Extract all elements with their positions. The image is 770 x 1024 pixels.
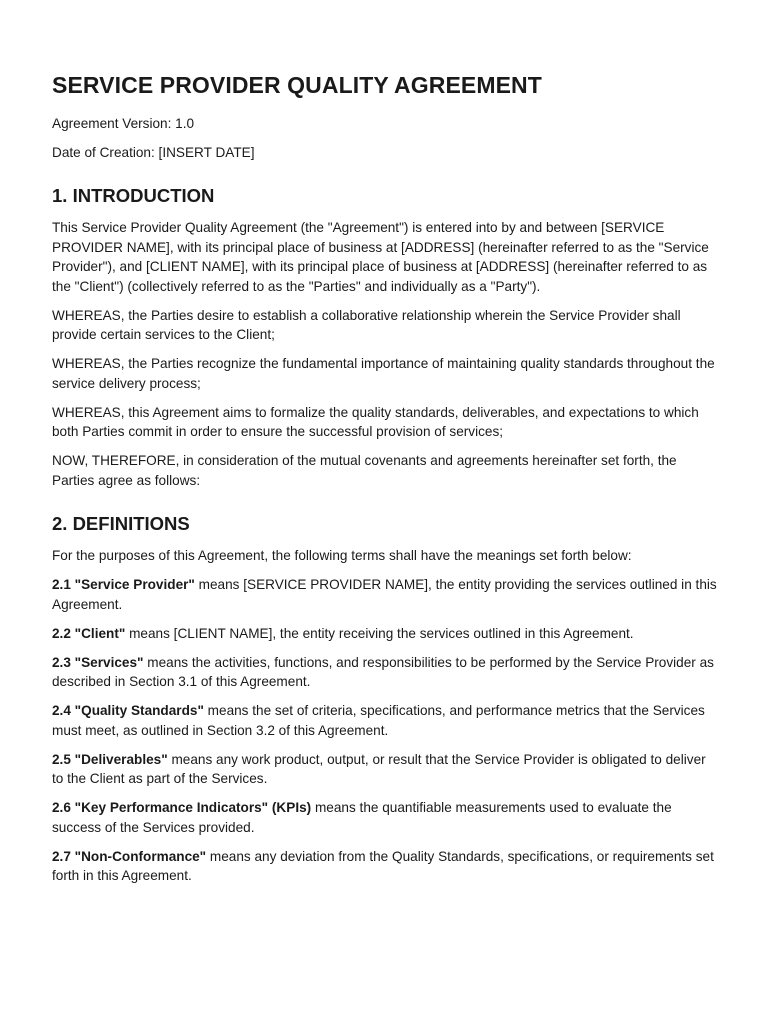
definition-term: 2.1 "Service Provider" xyxy=(52,577,195,592)
whereas-paragraph: WHEREAS, this Agreement aims to formalize the quality standards, deliverables, and expectations to which both Parties commit in order to ensure the successful provision of services; xyxy=(52,404,699,439)
definition-text: means the set of criteria, specifications, and performance metrics that the Services must meet, as outlined in Section 3.2 of this Agreement. xyxy=(52,703,705,738)
whereas-paragraph: WHEREAS, the Parties desire to establish a collaborative relationship wherein the Service Provider shall provide certain services to the Client; xyxy=(52,307,681,342)
definition-text: means the quantifiable measurements used to evaluate the success of the Services provided. xyxy=(52,800,672,835)
agreement-version: Agreement Version: 1.0 xyxy=(52,116,195,131)
document-title: SERVICE PROVIDER QUALITY AGREEMENT xyxy=(52,72,542,98)
definition-quality-standards xyxy=(52,701,720,740)
definition-term: 2.4 "Quality Standards" xyxy=(52,703,204,718)
definition-text: means any deviation from the Quality Standards, specifications, or requirements set forth in this Agreement. xyxy=(52,848,714,883)
section-heading-introduction: 1. INTRODUCTION xyxy=(52,185,215,206)
definition-term: 2.6 "Key Performance Indicators" (KPIs) xyxy=(52,800,312,815)
definition-services xyxy=(52,653,720,692)
definition-deliverables xyxy=(52,750,720,789)
definition-non-conformance xyxy=(52,847,720,886)
section-heading-definitions: 2. DEFINITIONS xyxy=(52,513,190,534)
definition-text: means any work product, output, or result that the Service Provider is obligated to deliver to the Client as part of the Services. xyxy=(52,751,706,786)
whereas-paragraph: WHEREAS, the Parties recognize the fundamental importance of maintaining quality standards throughout the service delivery process; xyxy=(52,356,715,391)
definition-text: means [CLIENT NAME], the entity receiving the services outlined in this Agreement. xyxy=(125,625,634,641)
now-therefore-paragraph: NOW, THEREFORE, in consideration of the mutual covenants and agreements hereinafter set forth, the Parties agree as follows: xyxy=(52,453,677,488)
definition-text: means [SERVICE PROVIDER NAME], the entity providing the services outlined in this Agreement. xyxy=(52,577,717,612)
definition-text: means the activities, functions, and responsibilities to be performed by the Service Provider as described in Section 3.1 of this Agreement. xyxy=(52,654,714,689)
definitions-intro: For the purposes of this Agreement, the following terms shall have the meanings set forth below: xyxy=(52,548,632,563)
definition-client xyxy=(52,624,720,644)
definition-service-provider xyxy=(52,575,720,614)
creation-date: Date of Creation: [INSERT DATE] xyxy=(52,145,255,160)
definition-term: 2.5 "Deliverables" xyxy=(52,751,168,767)
intro-paragraph: This Service Provider Quality Agreement (the "Agreement") is entered into by and between [SERVICE PROVIDER NAME], with its principal place of business at [ADDRESS] (hereinafter referred to as the "Service Provider"), and [CLIENT NAME], with its principal place of business at [ADDRESS] (hereinafter referred to as the "Client") (collectively referred to as the "Parties" and individually as a "Party"). xyxy=(52,220,709,294)
definition-kpis xyxy=(52,798,720,837)
definition-term: 2.7 "Non-Conformance" xyxy=(52,848,207,864)
definition-term: 2.2 "Client" xyxy=(52,625,126,641)
definition-term: 2.3 "Services" xyxy=(52,654,144,670)
